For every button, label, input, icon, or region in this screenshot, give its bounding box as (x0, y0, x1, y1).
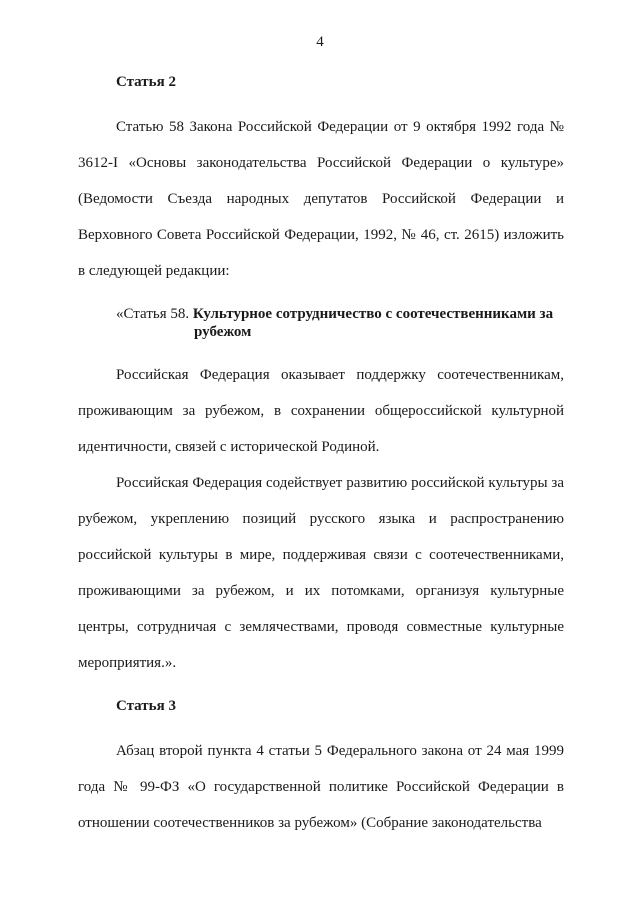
article-3-paragraph: Абзац второй пункта 4 статьи 5 Федерального закона от 24 мая 1999 года № 99-ФЗ «О государственной политике Российской Федерации в отношении соотечественников за рубежом» (Собрание законодательства (78, 743, 564, 831)
article-58-paragraph-2: Российская Федерация содействует развитию российской культуры за рубежом, укреплению позиций русского языка и распространению российской культуры в мире, поддерживая связи с соотечественниками, проживающими за рубежом, и их потомками, организуя культурные центры, сотрудничая с землячествами, проводя совместные культурные мероприятия.». (78, 475, 564, 671)
article-2-heading: Статья 2 (116, 74, 176, 90)
page-number: 4 (316, 34, 324, 50)
article-58-title-line2: рубежом (194, 324, 252, 340)
article-58-prefix: «Статья 58. (116, 306, 190, 322)
article-58-title (78, 305, 564, 323)
article-58-paragraph-1: Российская Федерация оказывает поддержку соотечественникам, проживающим за рубежом, в сохранении общероссийской культурной идентичности, связей с исторической Родиной. (78, 367, 564, 455)
article-58-title-line1: Культурное сотрудничество с соотечественниками за (192, 306, 554, 322)
article-3-heading: Статья 3 (116, 698, 176, 714)
article-2-paragraph: Статью 58 Закона Российской Федерации от 9 октября 1992 года № 3612-I «Основы законодательства Российской Федерации о культуре» (Ведомости Съезда народных депутатов Российской Федерации и Верховного Совета Российской Федерации, 1992, № 46, ст. 2615) изложить в следующей редакции: (78, 119, 564, 279)
document-body (78, 73, 564, 841)
